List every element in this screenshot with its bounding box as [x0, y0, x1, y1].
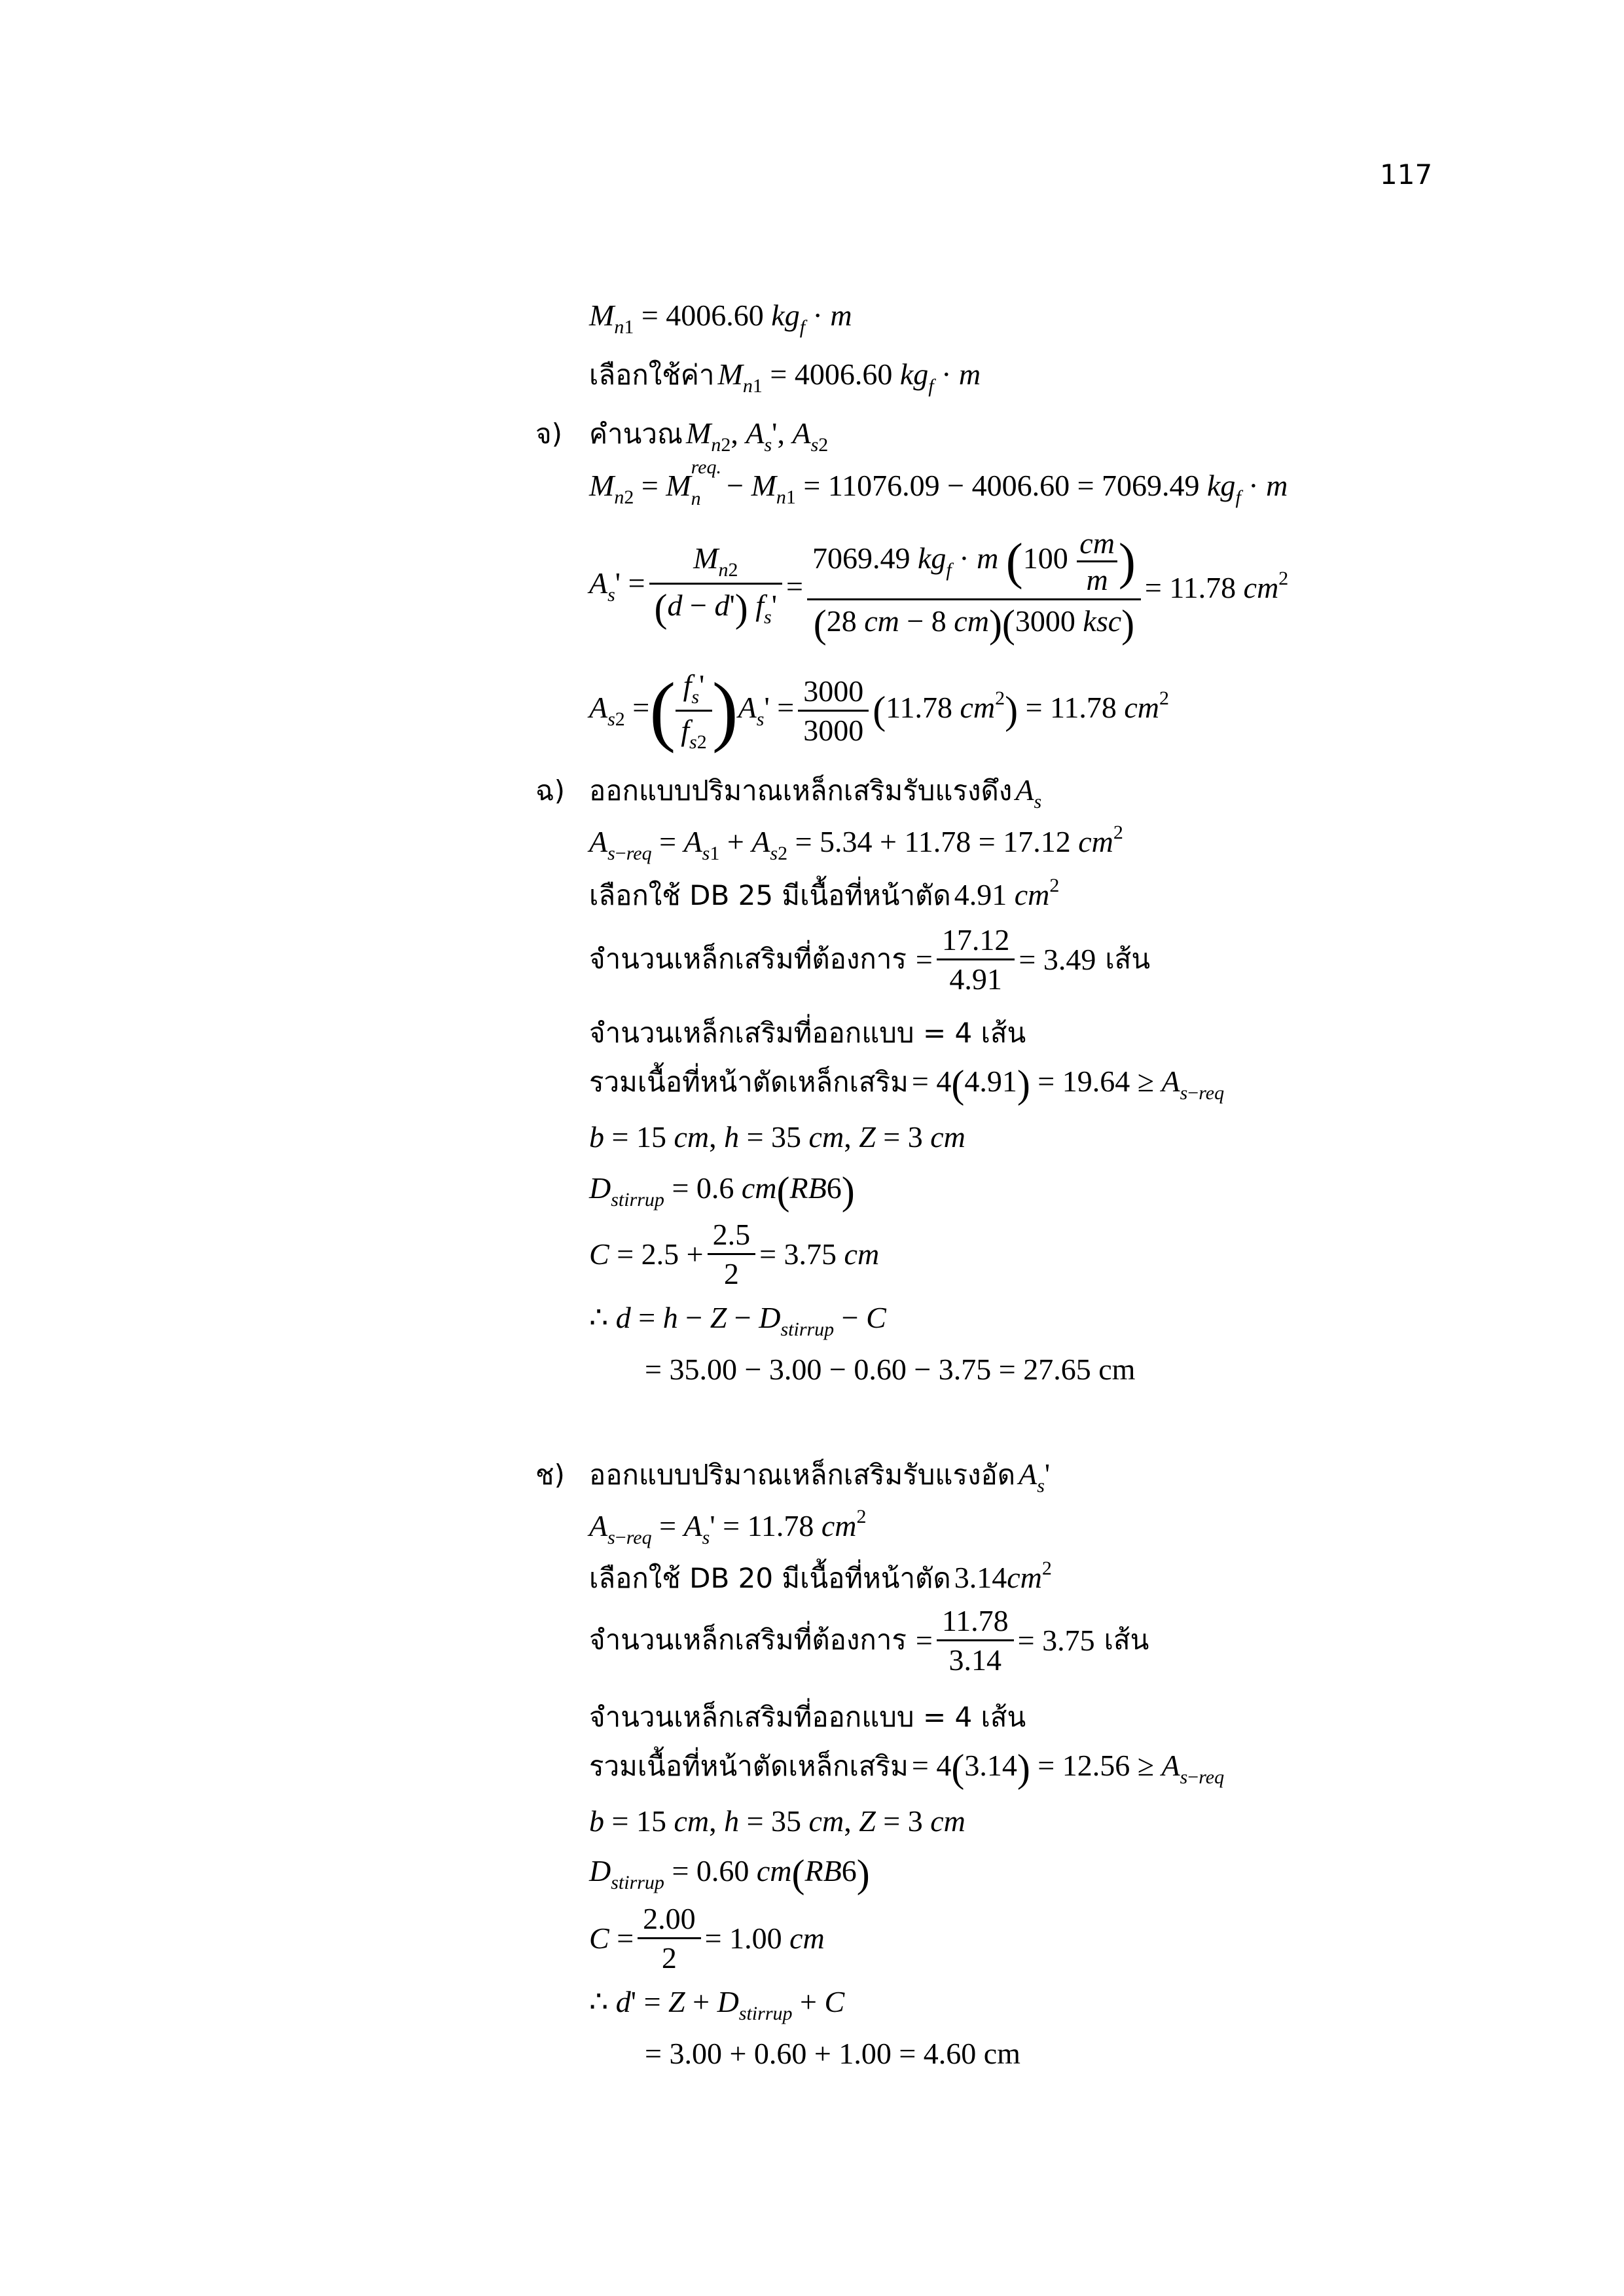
count1-unit: เส้น	[1105, 943, 1151, 975]
total1-text: รวมเนื้อที่หน้าตัดเหล็กเสริม	[589, 1066, 909, 1098]
section-label-chh: ช)	[535, 1459, 565, 1491]
count2-text: จำนวนเหล็กเสริมที่ต้องการ	[589, 1624, 907, 1656]
choose-db20-line: เลือกใช้ DB 20 มีเนื้อที่หน้าตัด $3.14cm^2$	[589, 1558, 1052, 1594]
as2-fraction: $\frac{3000}{3000}$	[798, 674, 869, 748]
count2-fraction: $\frac{11.78}{3.14}$	[937, 1603, 1014, 1677]
count1-text: จำนวนเหล็กเสริมที่ต้องการ	[589, 943, 907, 975]
section-heading-j: คำนวณ $M_{n2}$, $A_s'$, $A_{s2}$	[589, 416, 829, 456]
design-count-tension: จำนวนเหล็กเสริมที่ออกแบบ = 4 เส้น	[589, 1017, 1026, 1049]
choose-db25-text: เลือกใช้ DB 25 มีเนื้อที่หน้าตัด	[589, 879, 951, 911]
d-formula: ∴ $d = h - Z - D_{stirrup} - C$	[589, 1301, 886, 1340]
section-text-j: คำนวณ	[589, 418, 683, 450]
c1-fraction: $\frac{2.5}{2}$	[708, 1217, 756, 1291]
as-prime-equation: $A_s'$ = $\frac{M_{n2}}{(d - d') f_s'}$ = 7069.49 $kg_f \cdot m$ (100 $\frac{cm}{m}$ ) (28 cm − 8 cm)(3000 ksc) = 11.78 $cm^2$	[589, 526, 1289, 646]
mn1-line: $M_{n1} = 4006.60$ $kg_f \cdot m$	[589, 299, 852, 338]
total-area-compression: รวมเนื้อที่หน้าตัดเหล็กเสริม = $4(3.14) = 12.56 \ge A_{s-req}$	[589, 1746, 1225, 1790]
as-prime-fraction-left: $\frac{M_{n2}}{(d - d') f_s'}$	[649, 541, 782, 631]
d-prime-value: = 3.00 + 0.60 + 1.00 = 4.60 cm	[645, 2037, 1020, 2070]
d-value: = 35.00 − 3.00 − 0.60 − 3.75 = 27.65 cm	[645, 1353, 1136, 1386]
as2-ratio-fraction: $\frac{f_s'}{f_{s2}}$	[676, 668, 712, 754]
choose-mn1-text: เลือกใช้ค่า	[589, 359, 715, 391]
mn2-equation: $M_{n2} = M$ req. $_n - M_{n1} = 11076.09 - 4006.60 = 7069.49$ $kg_f \cdot m$	[589, 456, 1288, 509]
as-prime-fraction-right: 7069.49 $kg_f \cdot m$ (100 $\frac{cm}{m}$ ) (28 cm − 8 cm)(3000 ksc)	[807, 526, 1141, 647]
total-area-tension: รวมเนื้อที่หน้าตัดเหล็กเสริม = $4(4.91) = 19.64 \ge A_{s-req}$	[589, 1062, 1225, 1106]
dstirrup-compression: $D_{stirrup} = 0.60$ cm(RB6)	[589, 1852, 870, 1895]
section-label-ch: ฉ)	[535, 774, 565, 807]
c-tension: C = 2.5 + $\frac{2.5}{2}$ = 3.75 cm	[589, 1217, 880, 1290]
section-heading-ch: ออกแบบปริมาณเหล็กเสริมรับแรงดึง $A_s$	[589, 773, 1042, 812]
count-required-compression: จำนวนเหล็กเสริมที่ต้องการ = $\frac{11.78}{3.14}$ = 3.75 เส้น	[589, 1603, 1149, 1677]
count2-unit: เส้น	[1104, 1624, 1149, 1656]
design-count-compression: จำนวนเหล็กเสริมที่ออกแบบ = 4 เส้น	[589, 1701, 1026, 1733]
choose-mn1-line: เลือกใช้ค่า $M_{n1} = 4006.60$ $kg_f \cdot m$	[589, 357, 981, 397]
dims-compression: b = 15 cm, h = 35 cm, Z = 3 cm	[589, 1804, 965, 1838]
dims-tension: b = 15 cm, h = 35 cm, Z = 3 cm	[589, 1120, 965, 1154]
total2-text: รวมเนื้อที่หน้าตัดเหล็กเสริม	[589, 1750, 909, 1782]
page-number: 117	[1380, 158, 1433, 191]
c-compression: C = $\frac{2.00}{2}$ = 1.00 cm	[589, 1901, 825, 1975]
as-req-compression: $A_{s-req} = A_s' = 11.78$ $cm^2$	[589, 1506, 867, 1548]
c2-fraction: $\frac{2.00}{2}$	[638, 1901, 701, 1975]
count-required-tension: จำนวนเหล็กเสริมที่ต้องการ = $\frac{17.12}{4.91}$ = 3.49 เส้น	[589, 922, 1151, 996]
dstirrup-tension: $D_{stirrup} = 0.6$ cm(RB6)	[589, 1169, 855, 1212]
as2-equation: $A_{s2}$ = ( $\frac{f_s'}{f_{s2}}$ ) $A_s'$ = $\frac{3000}{3000}$ (11.78 $cm^2) = 11.78$ $cm^2$	[589, 666, 1169, 754]
count1-fraction: $\frac{17.12}{4.91}$	[937, 922, 1015, 996]
section-label-j: จ)	[535, 418, 562, 450]
as-req-tension: $A_{s-req} = A_{s1} + A_{s2} = 5.34 + 11.78 = 17.12$ $cm^2$	[589, 822, 1123, 864]
choose-db25-line: เลือกใช้ DB 25 มีเนื้อที่หน้าตัด 4.91 $cm^2$	[589, 875, 1060, 911]
choose-db20-text: เลือกใช้ DB 20 มีเนื้อที่หน้าตัด	[589, 1562, 951, 1594]
section-text-chh: ออกแบบปริมาณเหล็กเสริมรับแรงอัด	[589, 1459, 1016, 1491]
section-heading-chh: ออกแบบปริมาณเหล็กเสริมรับแรงอัด $A_s'$	[589, 1457, 1051, 1497]
section-text-ch: ออกแบบปริมาณเหล็กเสริมรับแรงดึง	[589, 774, 1013, 807]
d-prime-formula: ∴ $d' = Z + D_{stirrup} + C$	[589, 1985, 845, 2024]
